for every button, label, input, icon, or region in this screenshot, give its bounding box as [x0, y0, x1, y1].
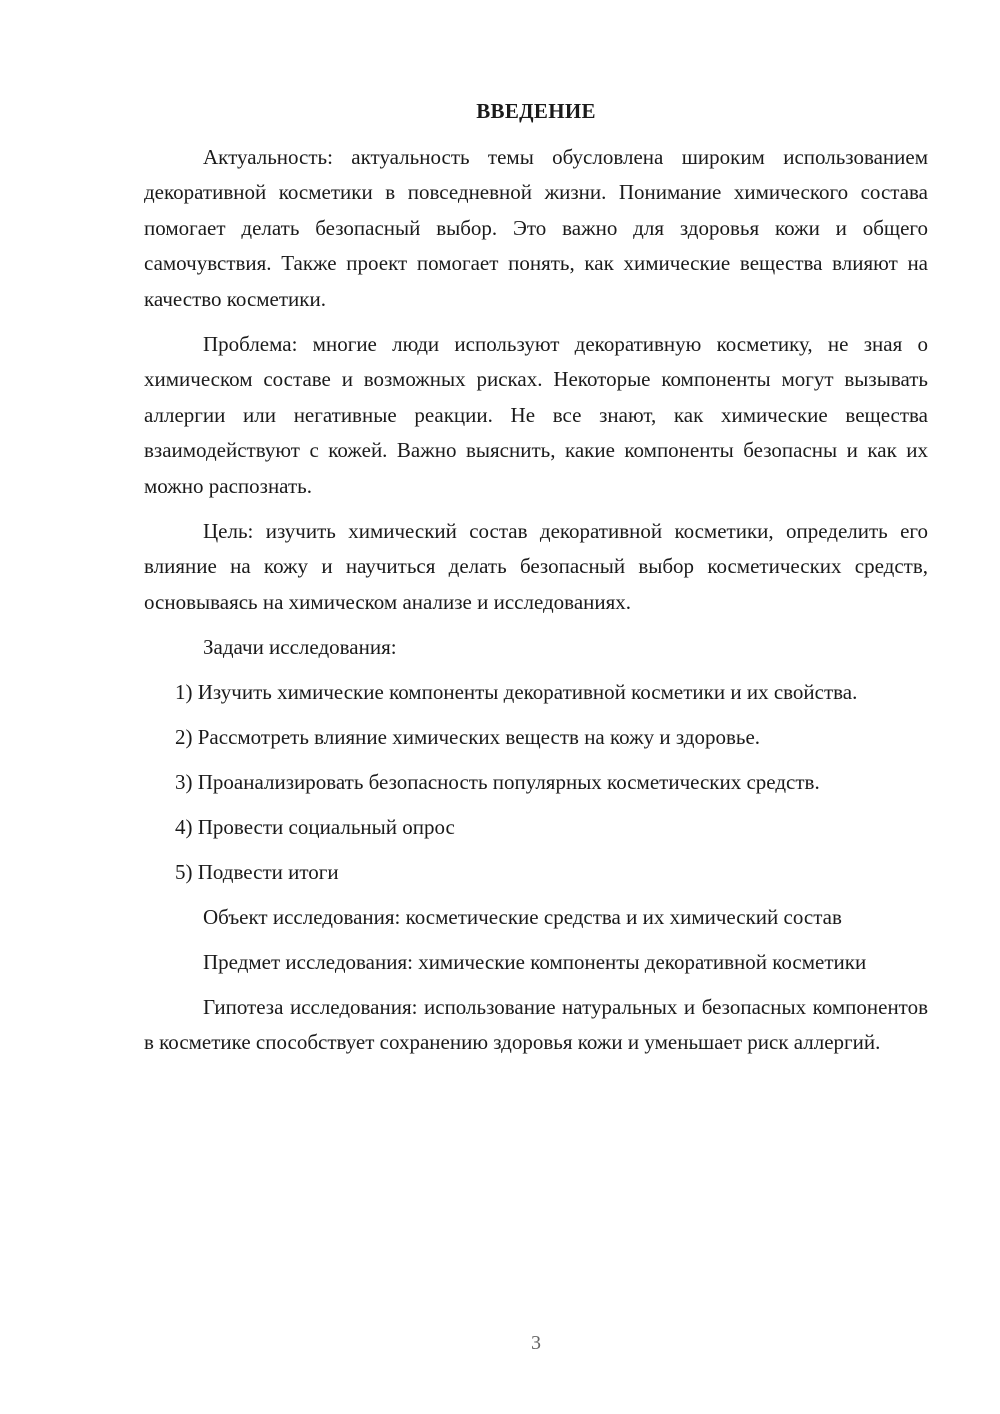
document-page — [144, 94, 928, 1070]
paragraph-goal: Цель: изучить химический состав декоративной косметики, определить его влияние на кожу и научиться делать безопасный выбор косметических средств, основываясь на химическом анализе и исследованиях. — [144, 518, 928, 614]
task-item-5: 5) Подвести итоги — [175, 859, 339, 884]
paragraph-subject: Предмет исследования: химические компоненты декоративной косметики — [203, 949, 867, 974]
paragraph-relevance: Актуальность: актуальность темы обусловлена широким использованием декоративной косметики в повседневной жизни. Понимание химического состава помогает делать безопасный выбор. Это важно для здоровья кожи и общего самочувствия. Также проект помогает понять, как химические вещества влияют на качество косметики. — [144, 144, 928, 311]
section-heading: ВВЕДЕНИЕ — [476, 99, 596, 123]
task-item-1: 1) Изучить химические компоненты декоративной косметики и их свойства. — [175, 679, 858, 704]
task-item-3: 3) Проанализировать безопасность популярных косметических средств. — [175, 769, 820, 794]
task-item-4: 4) Провести социальный опрос — [175, 814, 455, 839]
paragraph-object: Объект исследования: косметические средства и их химический состав — [203, 904, 842, 929]
page-number: 3 — [531, 1332, 541, 1354]
paragraph-problem: Проблема: многие люди используют декоративную косметику, не зная о химическом составе и возможных рисках. Некоторые компоненты могут вызывать аллергии или негативные реакции. Не все знают, как химические вещества взаимодействуют с кожей. Важно выяснить, какие компоненты безопасны и как их можно распознать. — [144, 331, 928, 498]
paragraph-tasks-heading: Задачи исследования: — [203, 634, 397, 659]
paragraph-hypothesis: Гипотеза исследования: использование натуральных и безопасных компонентов в косметике способствует сохранению здоровья кожи и уменьшает риск аллергий. — [144, 994, 928, 1054]
task-item-2: 2) Рассмотреть влияние химических веществ на кожу и здоровье. — [175, 724, 761, 749]
